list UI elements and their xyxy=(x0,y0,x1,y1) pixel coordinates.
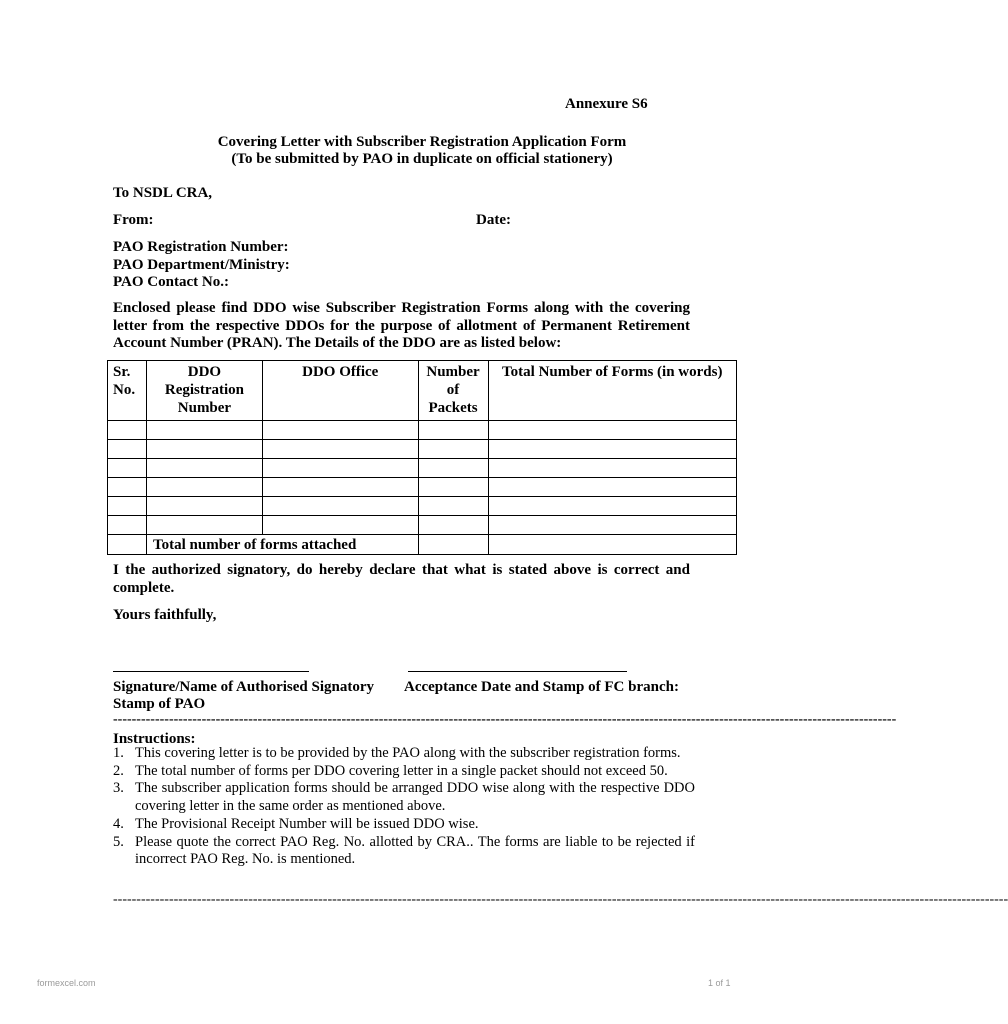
ddo-table xyxy=(107,360,737,555)
declaration-text: I the authorized signatory, do hereby declare that what is stated above is correct and complete. xyxy=(113,562,690,596)
header-sr-no: Sr. No. xyxy=(108,361,147,421)
date-label: Date: xyxy=(476,212,511,228)
cell-ddo-office[interactable] xyxy=(262,421,418,440)
acceptance-label: Acceptance Date and Stamp of FC branch: xyxy=(404,679,679,695)
annexure-label: Annexure S6 xyxy=(565,96,648,112)
pao-department-label: PAO Department/Ministry: xyxy=(113,257,290,273)
table-header-row xyxy=(108,361,737,421)
form-subtitle: (To be submitted by PAO in duplicate on official stationery) xyxy=(231,151,613,167)
instruction-item: 2. The total number of forms per DDO covering letter in a single packet should not exceed 50. xyxy=(113,762,668,779)
cell-packets[interactable] xyxy=(418,421,488,440)
stamp-label: Stamp of PAO xyxy=(113,696,206,712)
cell-total-forms[interactable] xyxy=(488,478,736,497)
cell-ddo-registration[interactable] xyxy=(146,516,262,535)
cell-ddo-registration[interactable] xyxy=(146,440,262,459)
cell-ddo-registration[interactable] xyxy=(146,478,262,497)
cell-packets[interactable] xyxy=(418,516,488,535)
table-total-row xyxy=(108,535,737,555)
cell-ddo-office[interactable] xyxy=(262,497,418,516)
header-ddo-office: DDO Office xyxy=(262,361,418,421)
cell-ddo-registration[interactable] xyxy=(146,497,262,516)
cell-ddo-office[interactable] xyxy=(262,459,418,478)
table-row xyxy=(108,516,737,535)
header-number-of-packets: Number of Packets xyxy=(418,361,488,421)
instruction-item: 5. Please quote the correct PAO Reg. No. allotted by CRA.. The forms are liable to be rejected if incorrect PAO Reg. No. is mentioned. xyxy=(113,833,695,868)
cell-packets[interactable] xyxy=(418,440,488,459)
cell-ddo-office[interactable] xyxy=(262,478,418,497)
cell-sr-no[interactable] xyxy=(108,459,147,478)
cell-sr-no[interactable] xyxy=(108,421,147,440)
cell-ddo-registration[interactable] xyxy=(146,459,262,478)
cell-total-forms[interactable] xyxy=(488,440,736,459)
header-ddo-registration: DDO Registration Number xyxy=(146,361,262,421)
acceptance-line xyxy=(408,671,627,672)
table-row xyxy=(108,421,737,440)
to-line: To NSDL CRA, xyxy=(113,185,213,201)
table-row xyxy=(108,459,737,478)
cell-sr-no[interactable] xyxy=(108,440,147,459)
footer-site: formexcel.com xyxy=(37,978,96,988)
header-total-forms: Total Number of Forms (in words) xyxy=(488,361,736,421)
cell-packets[interactable] xyxy=(418,478,488,497)
form-title: Covering Letter with Subscriber Registration Application Form xyxy=(217,134,627,150)
cell-ddo-office[interactable] xyxy=(262,516,418,535)
cell-sr-no[interactable] xyxy=(108,497,147,516)
table-row xyxy=(108,478,737,497)
cell-total-forms[interactable] xyxy=(488,421,736,440)
cell-total-forms[interactable] xyxy=(488,516,736,535)
footer-page-number: 1 of 1 xyxy=(708,978,731,988)
closing-text: Yours faithfully, xyxy=(113,607,217,623)
pao-contact-label: PAO Contact No.: xyxy=(113,274,229,290)
total-packets-cell[interactable] xyxy=(418,535,488,555)
cell-total-forms[interactable] xyxy=(488,497,736,516)
cell-packets[interactable] xyxy=(418,459,488,478)
signature-line xyxy=(113,671,309,672)
from-label: From: xyxy=(113,212,154,228)
signature-label: Signature/Name of Authorised Signatory xyxy=(113,679,374,695)
enclosed-paragraph: Enclosed please find DDO wise Subscriber Registration Forms along with the covering letter from the respective DDOs for the purpose of allotment of Permanent Retirement Account Number (PRAN). The Details of the DDO are as listed below: xyxy=(113,300,690,352)
cell-packets[interactable] xyxy=(418,497,488,516)
table-row xyxy=(108,440,737,459)
cell-ddo-office[interactable] xyxy=(262,440,418,459)
total-forms-label: Total number of forms attached xyxy=(146,535,418,555)
instructions-heading: Instructions: xyxy=(113,731,196,747)
instruction-item: 3. The subscriber application forms should be arranged DDO wise along with the respective DDO covering letter in the same order as mentioned above. xyxy=(113,780,695,815)
cell-sr-no[interactable] xyxy=(108,478,147,497)
cell-sr-no[interactable] xyxy=(108,516,147,535)
pao-registration-label: PAO Registration Number: xyxy=(113,239,289,255)
total-forms-cell[interactable] xyxy=(488,535,736,555)
cell-ddo-registration[interactable] xyxy=(146,421,262,440)
instruction-item: 1. This covering letter is to be provided by the PAO along with the subscriber registration forms. xyxy=(113,745,681,761)
instructions-list xyxy=(113,745,695,869)
instruction-item: 4. The Provisional Receipt Number will be issued DDO wise. xyxy=(113,815,479,832)
dashed-separator-bottom: ------------------------------------------------------------------------------------------------------------------------------------------------------------------------------------------------ xyxy=(113,892,1008,907)
dashed-separator: ------------------------------------------------------------------------------------------------------------------------------------------------------------------------ xyxy=(113,712,897,727)
cell-total-forms[interactable] xyxy=(488,459,736,478)
total-row-sr-cell xyxy=(108,535,147,555)
table-row xyxy=(108,497,737,516)
